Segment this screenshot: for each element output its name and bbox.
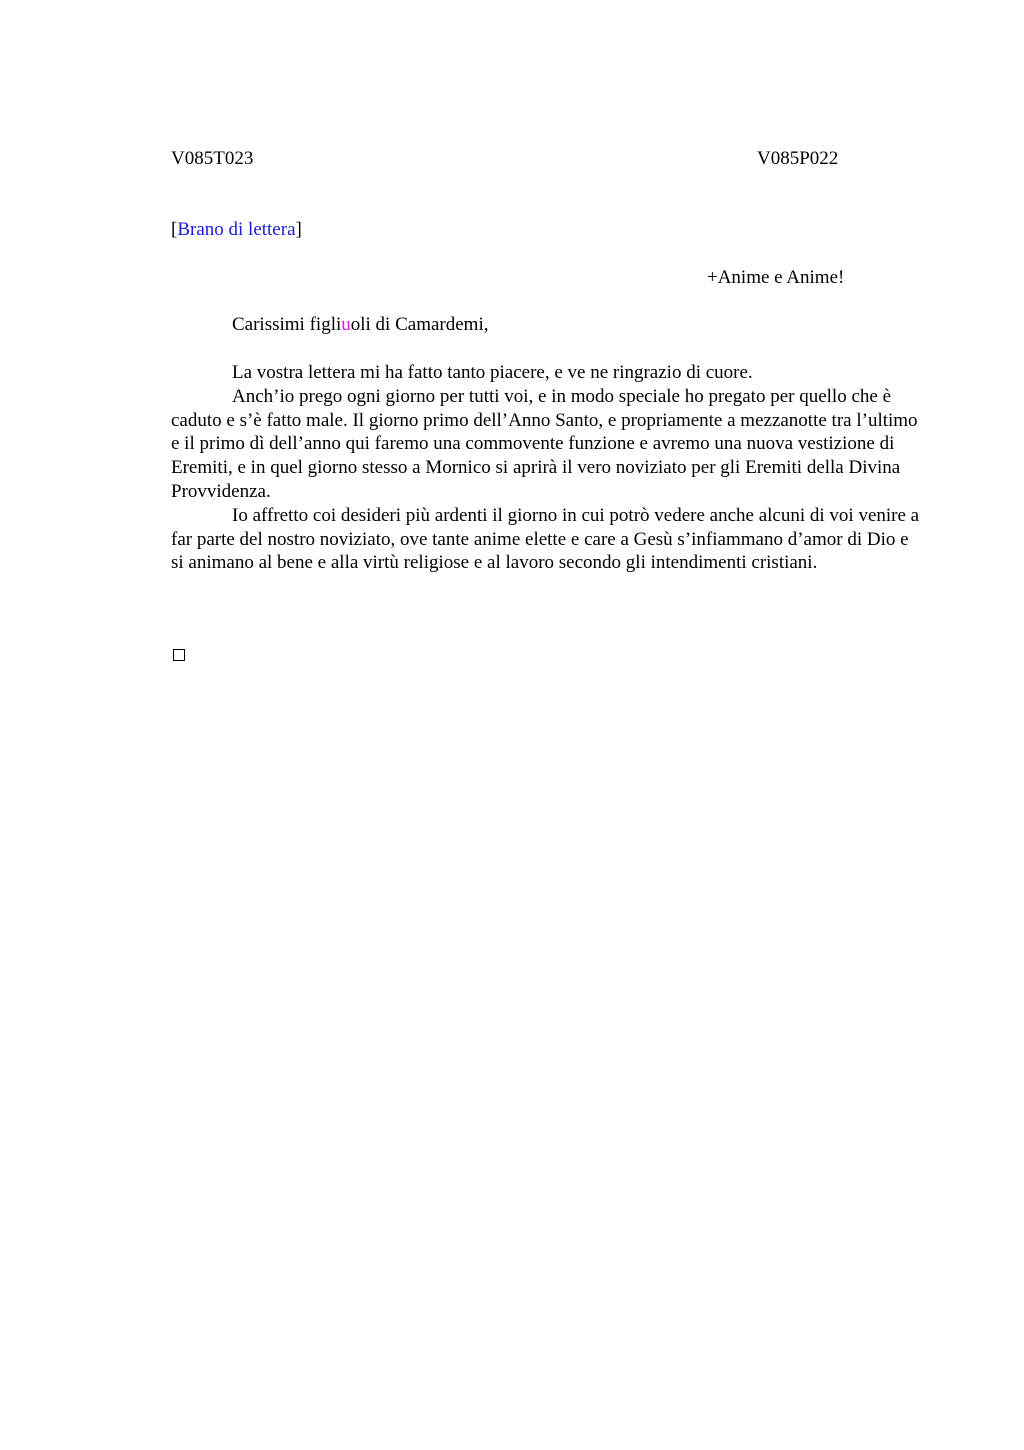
salutation-highlight: u xyxy=(341,314,351,335)
letter-body xyxy=(171,361,921,575)
document-type-label xyxy=(171,218,302,242)
end-of-document-marker xyxy=(173,649,185,661)
salutation-before: Carissimi figli xyxy=(232,314,342,335)
type-label-text: Brano di lettera xyxy=(177,219,296,240)
document-code-right: V085P022 xyxy=(757,148,839,169)
letter-paragraph-2: Anch’io prego ogni giorno per tutti voi, e in modo speciale ho pregato per quello che è caduto e s’è fatto male. Il giorno primo dell’Anno Santo, e propriamente a mezzanotte tra l’ultimo e il primo dì dell’anno qui faremo una commovente funzione e avremo una nuova vestizione di Eremiti, e in quel giorno stesso a Mornico si aprirà il vero noviziato per gli Eremiti della Divina Provvidenza. xyxy=(171,385,918,502)
type-label-close-bracket: ] xyxy=(295,219,302,240)
type-label-open-bracket: [ xyxy=(171,219,178,240)
salutation-after: oli di Camardemi, xyxy=(350,314,489,335)
letter-salutation xyxy=(232,313,488,337)
letter-invocation: +Anime e Anime! xyxy=(707,267,845,288)
document-code-left: V085T023 xyxy=(171,148,254,169)
letter-paragraph-3: Io affretto coi desideri più ardenti il giorno in cui potrò vedere anche alcuni di voi venire a far parte del nostro noviziato, ove tante anime elette e care a Gesù s’infiammano d’amor di Dio e si animano al bene e alla virtù religiose e al lavoro secondo gli intendimenti cristiani. xyxy=(171,504,920,574)
letter-paragraph-1: La vostra lettera mi ha fatto tanto piacere, e ve ne ringrazio di cuore. xyxy=(232,362,753,383)
